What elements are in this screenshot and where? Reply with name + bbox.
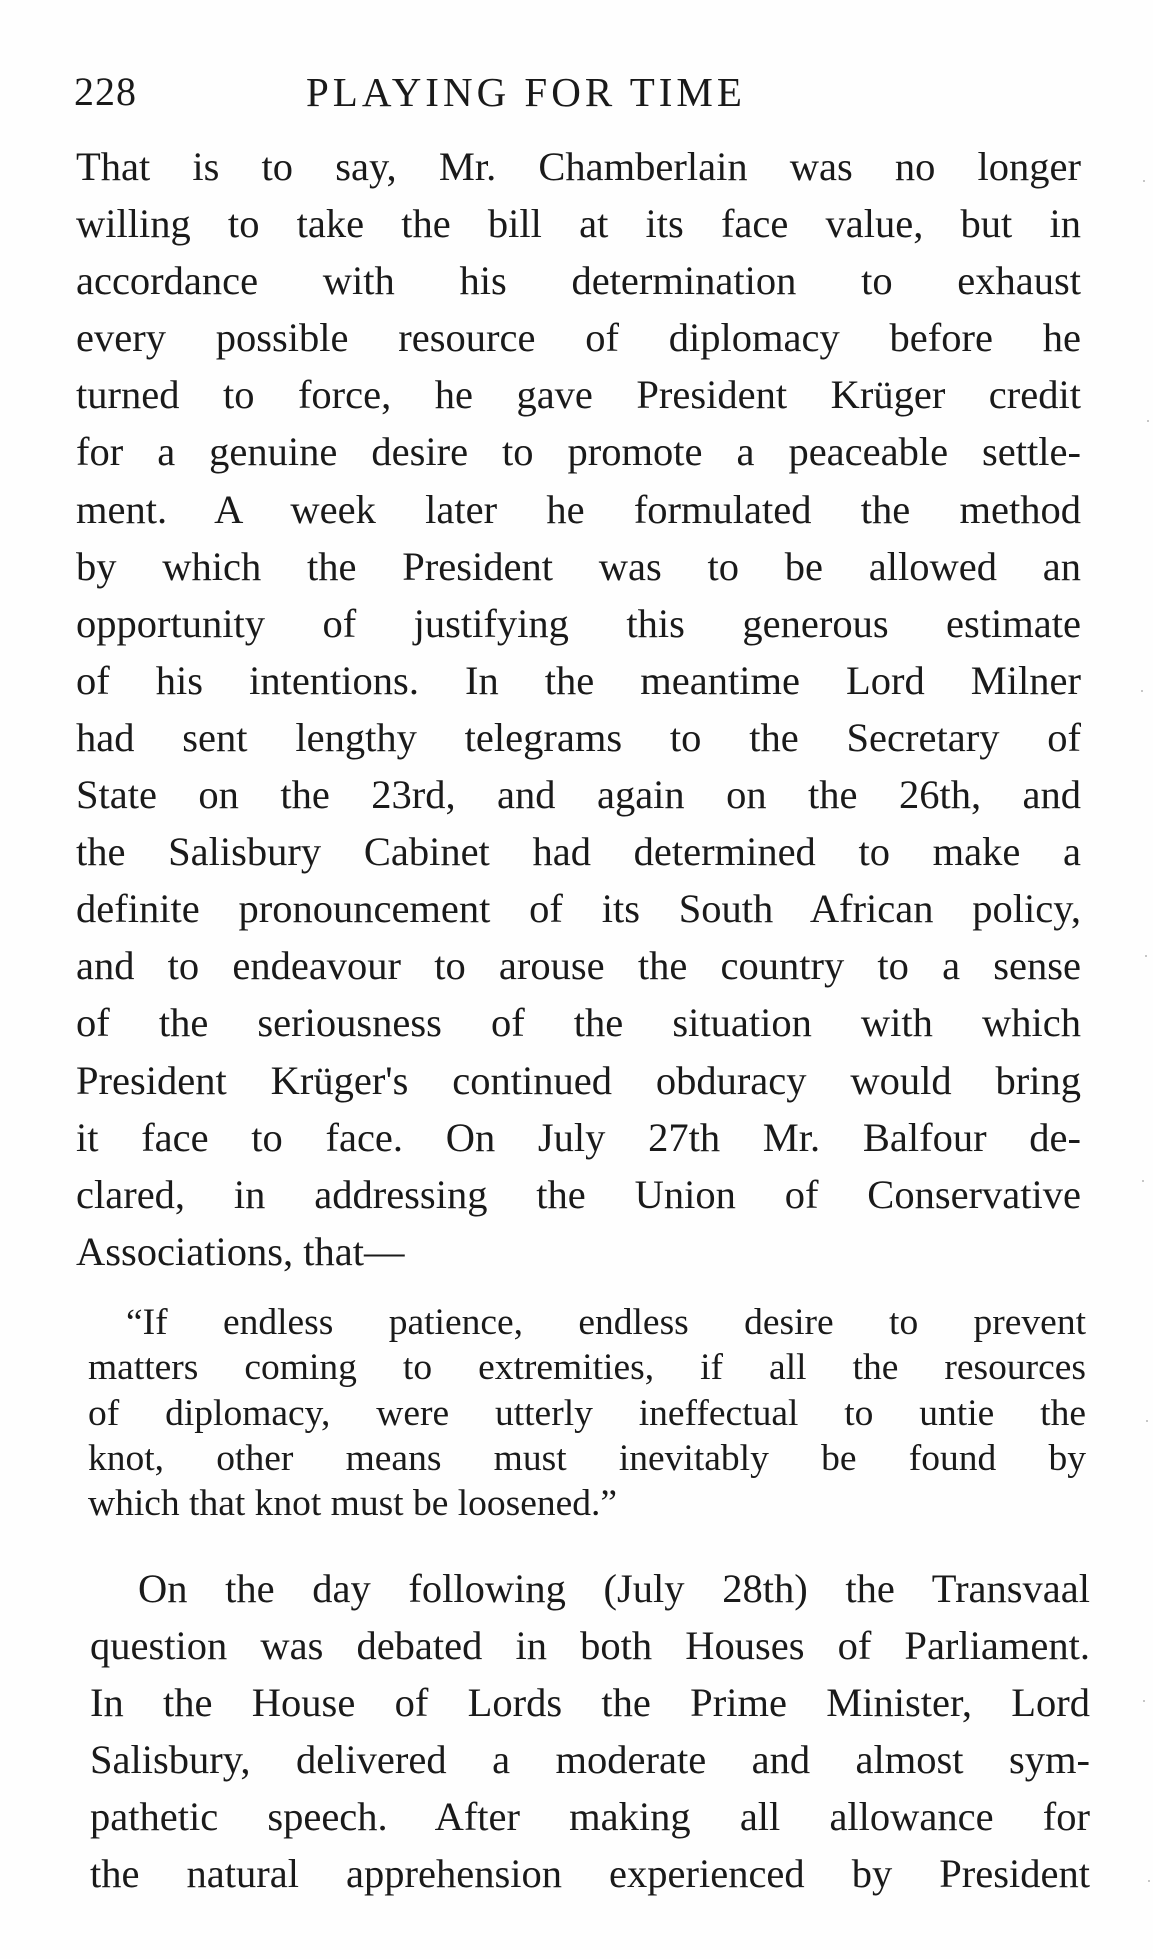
- speckle: [1148, 1880, 1150, 1882]
- text-line: had sent lengthy telegrams to the Secretary of: [76, 714, 1081, 760]
- block-quotation: [88, 1300, 1086, 1526]
- text-line: question was debated in both Houses of Parliament.: [90, 1623, 1090, 1669]
- text-line: opportunity of justifying this generous estimate: [76, 600, 1081, 646]
- text-line: In the House of Lords the Prime Minister, Lord: [90, 1680, 1090, 1726]
- text-line: every possible resource of diplomacy before he: [76, 315, 1081, 361]
- text-line: clared, in addressing the Union of Conservative: [76, 1171, 1081, 1217]
- text-line: the natural apprehension experienced by President: [90, 1851, 1090, 1897]
- text-line: the Salisbury Cabinet had determined to make a: [76, 829, 1081, 875]
- speckle: [1145, 955, 1147, 957]
- text-line: accordance with his determination to exhaust: [76, 258, 1081, 304]
- speckle: [1146, 1420, 1148, 1422]
- text-line: of his intentions. In the meantime Lord Milner: [76, 657, 1081, 703]
- text-line: definite pronouncement of its South African policy,: [76, 886, 1081, 932]
- text-line: Salisbury, delivered a moderate and almost sym-: [90, 1737, 1090, 1783]
- speckle: [1143, 180, 1145, 182]
- text-line: and to endeavour to arouse the country to a sense: [76, 943, 1081, 989]
- running-title: PLAYING FOR TIME: [306, 69, 746, 115]
- text-line: of the seriousness of the situation with which: [76, 1000, 1081, 1046]
- speckle: [1141, 690, 1143, 692]
- speckle: [1142, 1180, 1144, 1182]
- page-number: 228: [74, 69, 137, 114]
- paragraph-2: [90, 1560, 1090, 1903]
- speckle: [1147, 420, 1149, 422]
- text-line: by which the President was to be allowed an: [76, 543, 1081, 589]
- quote-line: “If endless patience, endless desire to prevent: [126, 1302, 1086, 1343]
- text-line: That is to say, Mr. Chamberlain was no longer: [76, 144, 1081, 189]
- scan-edge-speckles: [1135, 0, 1153, 1959]
- speckle: [1143, 1700, 1145, 1702]
- text-line: On the day following (July 28th) the Transvaal: [138, 1566, 1090, 1611]
- text-line: President Krüger's continued obduracy would bring: [76, 1057, 1081, 1103]
- text-line: turned to force, he gave President Krüger credit: [76, 372, 1081, 418]
- quote-line: matters coming to extremities, if all the resources: [88, 1347, 1086, 1389]
- text-line: willing to take the bill at its face value, but in: [76, 201, 1081, 247]
- page-header: [74, 68, 1084, 128]
- quote-line: which that knot must be loosened.”: [88, 1483, 618, 1525]
- text-line: pathetic speech. After making all allowance for: [90, 1794, 1090, 1840]
- text-line: it face to face. On July 27th Mr. Balfour de-: [76, 1114, 1081, 1160]
- text-line: for a genuine desire to promote a peaceable settle-: [76, 429, 1081, 475]
- quote-line: of diplomacy, were utterly ineffectual to untie the: [88, 1392, 1086, 1434]
- paragraph-1: [76, 138, 1081, 1280]
- text-line: State on the 23rd, and again on the 26th, and: [76, 772, 1081, 818]
- quote-line: knot, other means must inevitably be found by: [88, 1437, 1086, 1479]
- text-line: ment. A week later he formulated the method: [76, 486, 1081, 532]
- text-line: Associations, that—: [76, 1228, 405, 1274]
